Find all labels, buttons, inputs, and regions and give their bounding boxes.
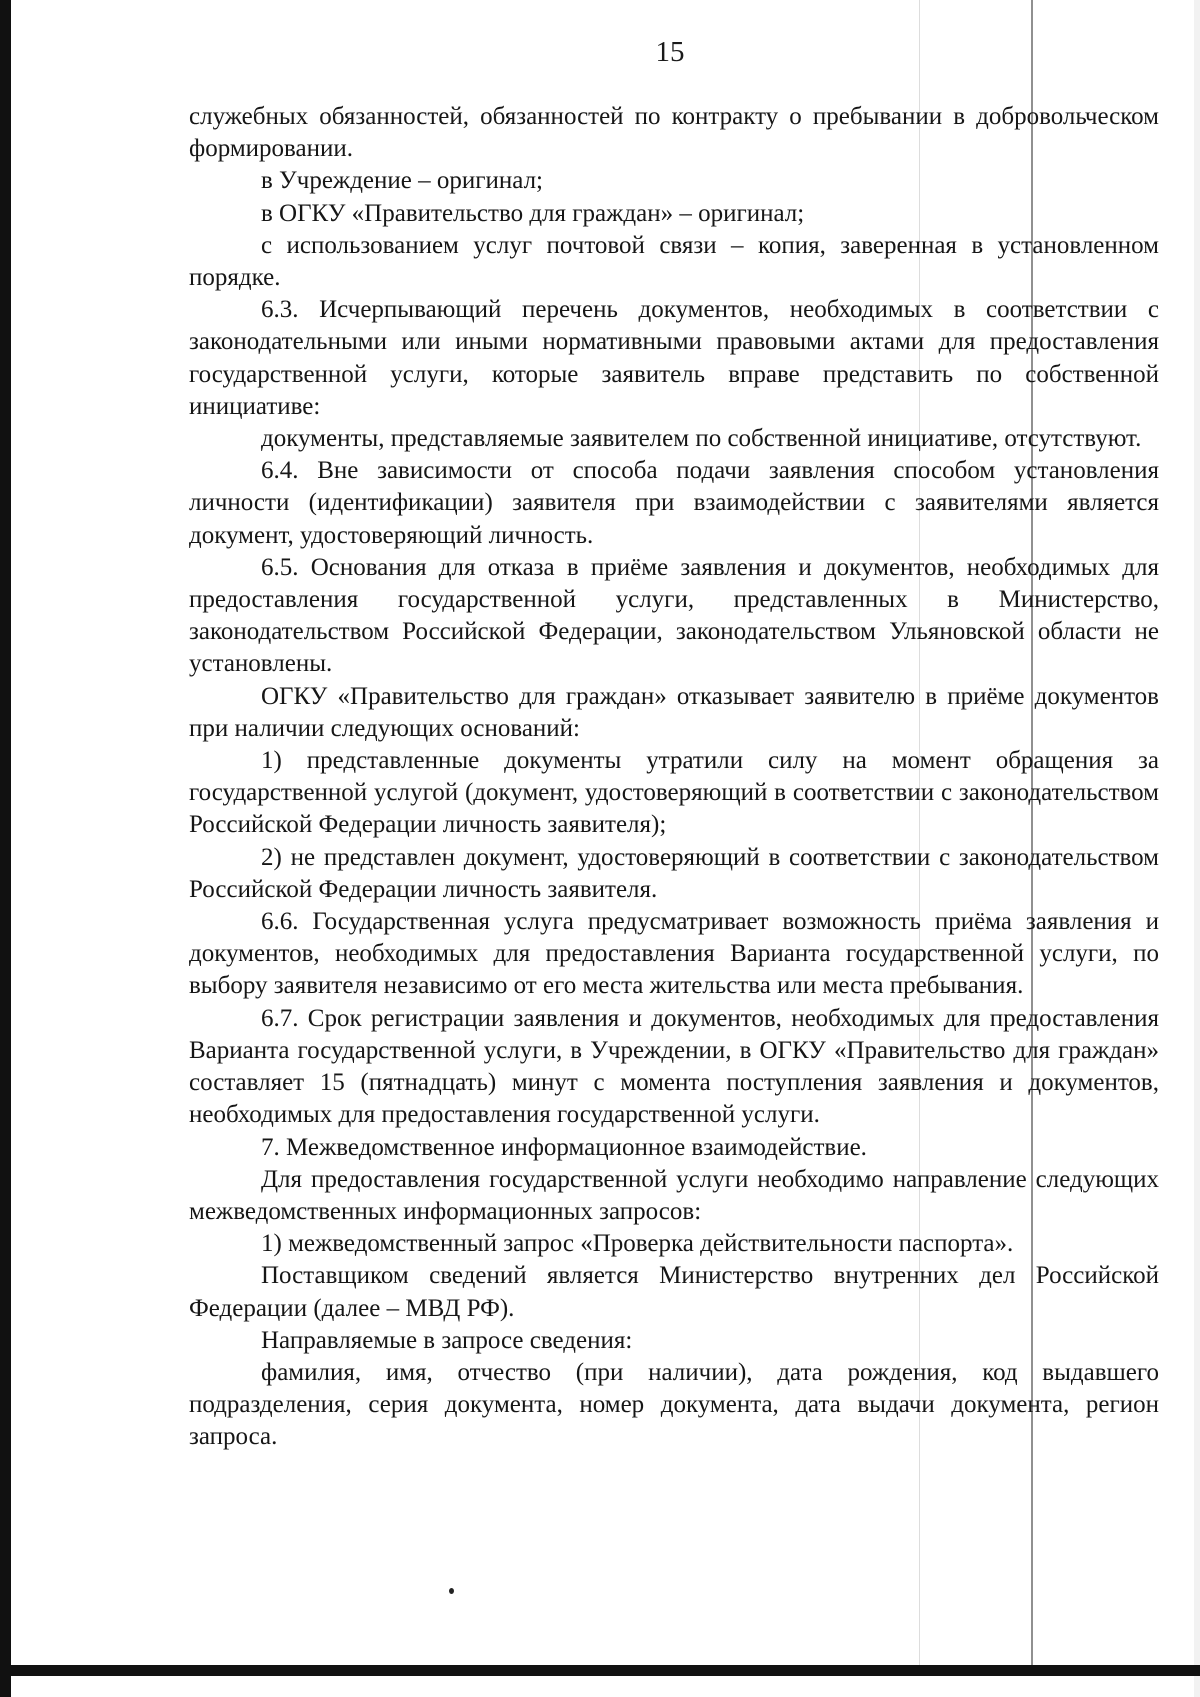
page-number: 15 — [655, 36, 685, 68]
scan-left-edge — [0, 0, 11, 1697]
paragraph: фамилия, имя, отчество (при наличии), дата рождения, код выдавшего подразделения, серия документа, номер документа, дата выдачи документа, регион запроса. — [189, 1358, 1159, 1451]
paragraph: Для предоставления государственной услуги необходимо направление следующих межведомственных информационных запросов: — [189, 1165, 1159, 1225]
paragraph: 6.3. Исчерпывающий перечень документов, необходимых в соответствии с законодательными или иными нормативными правовыми актами для предоставления государственной услуги, которые заявитель вправе представить по собственной инициативе: — [189, 296, 1159, 420]
paragraph: 7. Межведомственное информационное взаимодействие. — [261, 1133, 867, 1161]
paragraph: документы, представляемые заявителем по собственной инициативе, отсутствуют. — [261, 425, 1142, 453]
document-body — [189, 101, 1159, 1454]
paragraph: ОГКУ «Правительство для граждан» отказывает заявителю в приёме документов при наличии следующих оснований: — [189, 682, 1159, 742]
scan-speck — [449, 1588, 454, 1594]
paragraph: с использованием услуг почтовой связи – копия, заверенная в установленном порядке. — [189, 231, 1159, 292]
paragraph: 6.6. Государственная услуга предусматривает возможность приёма заявления и документов, необходимых для предоставления Варианта государственной услуги, по выбору заявителя независимо от его места жительства или места пребывания. — [189, 908, 1159, 1000]
paragraph: 6.5. Основания для отказа в приёме заявления и документов, необходимых для предоставления государственной услуги, представленных в Министерство, законодательством Российской Федерации, законодательством Ульяновской области не установлены. — [189, 553, 1159, 678]
scan-right-edge — [1194, 0, 1200, 1697]
paragraph: 1) межведомственный запрос «Проверка действительности паспорта». — [261, 1230, 1014, 1258]
paragraph: 6.4. Вне зависимости от способа подачи заявления способом установления личности (идентификации) заявителя при взаимодействии с заявителями является документ, удостоверяющий личность. — [189, 457, 1159, 549]
paragraph: Направляемые в запросе сведения: — [261, 1326, 633, 1354]
paragraph: 1) представленные документы утратили силу на момент обращения за государственной услугой (документ, удостоверяющий в соответствии с законодательством Российской Федерации личность заявителя); — [189, 747, 1159, 839]
paragraph: Поставщиком сведений является Министерство внутренних дел Российской Федерации (далее – МВД РФ). — [189, 1262, 1159, 1322]
paragraph: 6.7. Срок регистрации заявления и документов, необходимых для предоставления Варианта государственной услуги, в Учреждении, в ОГКУ «Правительство для граждан» составляет 15 (пятнадцать) минут с момента поступления заявления и документов, необходимых для предоставления государственной услуги. — [189, 1004, 1159, 1129]
paragraph: служебных обязанностей, обязанностей по контракту о пребывании в добровольческом формировании. — [189, 103, 1159, 163]
paragraph: в Учреждение – оригинал; — [261, 167, 543, 195]
paragraph: в ОГКУ «Правительство для граждан» – оригинал; — [261, 199, 805, 227]
paragraph: 2) не представлен документ, удостоверяющий в соответствии с законодательством Российской Федерации личность заявителя. — [189, 843, 1159, 903]
scan-bottom-edge — [0, 1665, 1200, 1676]
